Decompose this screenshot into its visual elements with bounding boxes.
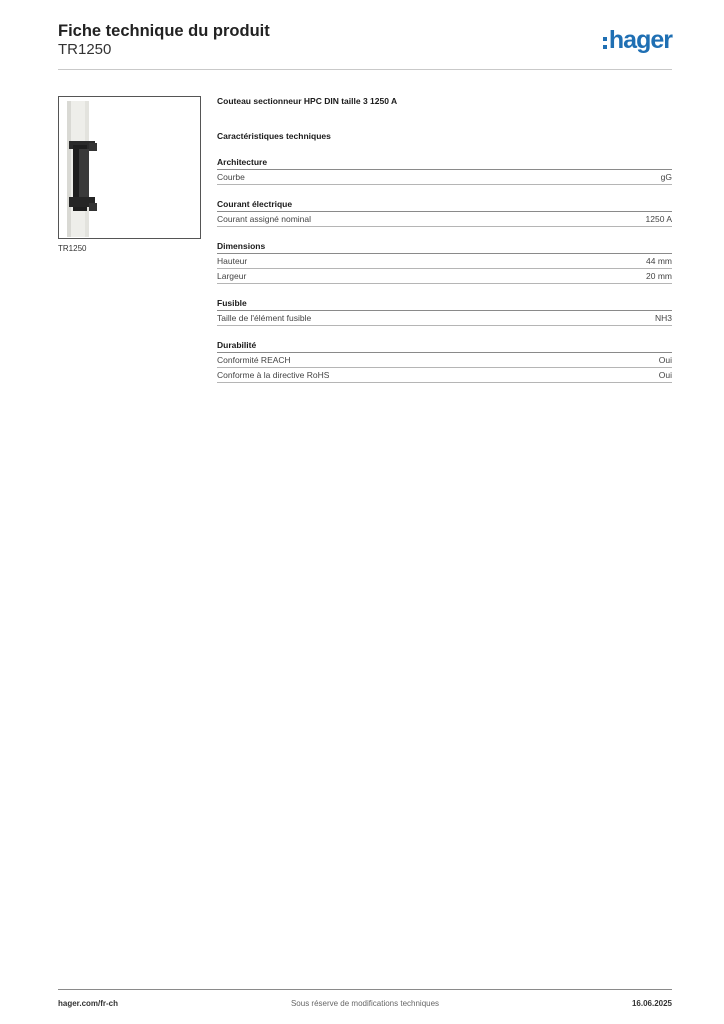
specs-heading: Caractéristiques techniques <box>217 131 331 141</box>
disconnector-blade-icon <box>59 97 200 238</box>
spec-label: Largeur <box>217 271 247 281</box>
spec-label: Conformité REACH <box>217 355 291 365</box>
spec-label: Hauteur <box>217 256 248 266</box>
logo-colon-icon <box>603 37 607 49</box>
product-image <box>58 96 201 239</box>
spec-value: Oui <box>658 370 672 380</box>
spec-value: 20 mm <box>646 271 672 281</box>
spec-value: 1250 A <box>645 214 672 224</box>
spec-row <box>217 311 672 326</box>
spec-group-durability <box>217 339 672 383</box>
spec-row <box>217 269 672 284</box>
logo-text: hager <box>608 26 672 54</box>
spec-row <box>217 368 672 383</box>
spec-row <box>217 353 672 368</box>
spec-label: Courant assigné nominal <box>217 214 312 224</box>
image-caption: TR1250 <box>58 244 87 253</box>
spec-row <box>217 254 672 269</box>
spec-group-title: Dimensions <box>217 240 672 254</box>
document-title: Fiche technique du produit <box>58 22 270 40</box>
product-description: Couteau sectionneur HPC DIN taille 3 1250 A <box>217 96 398 106</box>
spec-label: Courbe <box>217 172 245 182</box>
spec-value: 44 mm <box>646 256 672 266</box>
footer-notice: Sous réserve de modifications techniques <box>290 999 440 1008</box>
spec-group-title: Architecture <box>217 156 672 170</box>
spec-value: gG <box>660 172 672 182</box>
footer-date: 16.06.2025 <box>631 999 672 1008</box>
spec-group-current <box>217 198 672 227</box>
spec-row <box>217 212 672 227</box>
spec-group-architecture <box>217 156 672 185</box>
spec-group-dimensions <box>217 240 672 284</box>
spec-group-title: Durabilité <box>217 339 672 353</box>
product-reference: TR1250 <box>58 41 112 58</box>
page-footer <box>58 989 672 1013</box>
specifications <box>217 95 672 383</box>
spec-row <box>217 170 672 185</box>
footer-website-link[interactable]: hager.com/fr-ch <box>58 999 119 1008</box>
spec-label: Taille de l'élément fusible <box>217 313 312 323</box>
spec-group-title: Fusible <box>217 297 672 311</box>
spec-value: Oui <box>658 355 672 365</box>
spec-value: NH3 <box>654 313 672 323</box>
spec-group-fuse <box>217 297 672 326</box>
page-header <box>58 20 672 70</box>
hager-logo <box>603 26 672 54</box>
spec-group-title: Courant électrique <box>217 198 672 212</box>
spec-label: Conforme à la directive RoHS <box>217 370 330 380</box>
